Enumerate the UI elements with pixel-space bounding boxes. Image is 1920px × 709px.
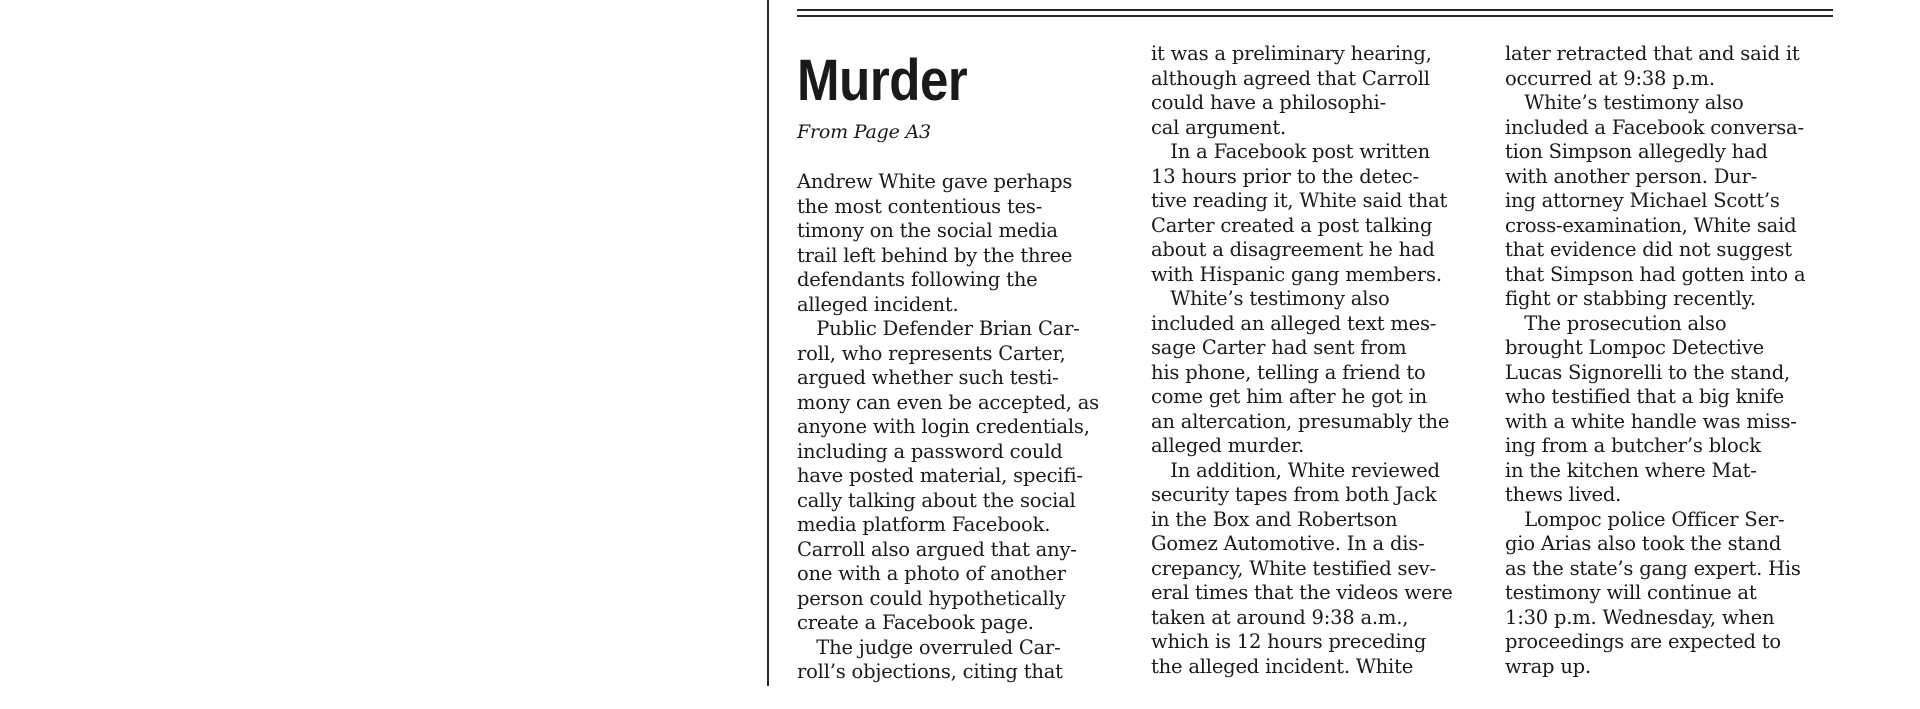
article-column-3 [1505,42,1855,679]
text-line: eral times that the videos were [1151,581,1453,604]
text-line: taken at around 9:38 a.m., [1151,605,1409,629]
text-line: alleged incident. [797,292,959,316]
header-rule-top [797,9,1833,11]
text-line: an altercation, presumably the [1151,409,1450,433]
text-line: brought Lompoc Detective [1505,336,1765,359]
text-line: cross-examination, White said [1505,213,1797,237]
text-line: trail left behind by the three [797,243,1073,267]
text-line: Public Defender Brian Car- [797,317,1080,340]
text-line: the most contentious tes- [797,194,1043,218]
text-line: one with a photo of another [797,562,1066,585]
text-line: about a disagreement he had [1151,238,1435,261]
text-line: crepancy, White testified sev- [1151,556,1436,580]
text-line: in the Box and Robertson [1151,507,1398,531]
text-line: thews lived. [1505,483,1622,506]
text-line: with another person. Dur- [1505,164,1758,188]
text-line: defendants following the [797,268,1038,291]
text-line: White’s testimony also [1151,287,1390,310]
text-line: proceedings are expected to [1505,630,1781,653]
text-line: have posted material, specifi- [797,464,1083,487]
article-kicker: From Page A3 [797,121,931,143]
text-line: wrap up. [1505,654,1591,678]
text-line: Andrew White gave perhaps [797,170,1073,193]
text-line: with Hispanic gang members. [1151,262,1442,286]
text-line: Lompoc police Officer Ser- [1505,507,1785,531]
text-line: tion Simpson allegedly had [1505,140,1768,163]
text-line: that Simpson had gotten into a [1505,262,1806,286]
text-line: roll, who represents Carter, [797,341,1066,365]
text-line: fight or stabbing recently. [1505,287,1756,310]
text-line: 1:30 p.m. Wednesday, when [1505,605,1775,629]
text-line: roll’s objections, citing that [797,660,1063,683]
text-line: alleged murder. [1151,434,1305,457]
text-line: create a Facebook page. [797,611,1034,634]
text-line: Carroll also argued that any- [797,537,1077,561]
text-line: included an alleged text mes- [1151,311,1437,335]
column-1-text [797,170,1097,685]
text-line: who testified that a big knife [1505,385,1784,408]
text-line: Gomez Automotive. In a dis- [1151,532,1425,555]
text-line: ing from a butcher’s block [1505,434,1761,457]
text-line: sage Carter had sent from [1151,336,1407,359]
header-rule-bottom [797,15,1833,17]
text-line: security tapes from both Jack [1151,483,1437,506]
text-line: In addition, White reviewed [1151,458,1440,482]
text-line: gio Arias also took the stand [1505,532,1782,555]
text-line: Lucas Signorelli to the stand, [1505,360,1791,384]
text-line: tive reading it, White said that [1151,189,1448,212]
text-line: occurred at 9:38 p.m. [1505,66,1715,90]
text-line: come get him after he got in [1151,385,1427,408]
column-3-text [1505,42,1855,679]
text-line: argued whether such testi- [797,366,1059,389]
text-line: with a white handle was miss- [1505,409,1797,433]
text-line: Carter created a post talking [1151,213,1433,237]
text-line: The prosecution also [1505,311,1727,335]
text-line: the alleged incident. White [1151,654,1414,678]
text-line: anyone with login credentials, [797,415,1090,438]
text-line: including a password could [797,439,1063,463]
text-line: ing attorney Michael Scott’s [1505,189,1780,212]
text-line: 13 hours prior to the detec- [1151,164,1419,188]
text-line: cal argument. [1151,115,1286,139]
text-line: later retracted that and said it [1505,42,1800,65]
text-line: person could hypothetically [797,586,1066,610]
article-column-1 [797,42,1097,685]
text-line: cally talking about the social [797,488,1076,512]
text-line: White’s testimony also [1505,91,1744,114]
column-2-text [1151,42,1501,679]
text-line: in the kitchen where Mat- [1505,458,1757,482]
text-line: included a Facebook conversa- [1505,115,1804,139]
text-line: although agreed that Carroll [1151,66,1430,90]
text-line: could have a philosophi- [1151,91,1386,114]
text-line: timony on the social media [797,219,1058,242]
text-line: which is 12 hours preceding [1151,630,1427,653]
article-headline: Murder [797,48,968,113]
text-line: it was a preliminary hearing, [1151,42,1432,65]
column-divider-vertical [767,0,769,686]
text-line: mony can even be accepted, as [797,390,1099,414]
text-line: his phone, telling a friend to [1151,360,1426,384]
text-line: The judge overruled Car- [797,635,1061,659]
text-line: testimony will continue at [1505,581,1757,604]
text-line: In a Facebook post written [1151,140,1430,163]
article-column-2 [1151,42,1501,679]
text-line: as the state’s gang expert. His [1505,556,1801,580]
text-line: media platform Facebook. [797,513,1051,536]
text-line: that evidence did not suggest [1505,238,1792,261]
